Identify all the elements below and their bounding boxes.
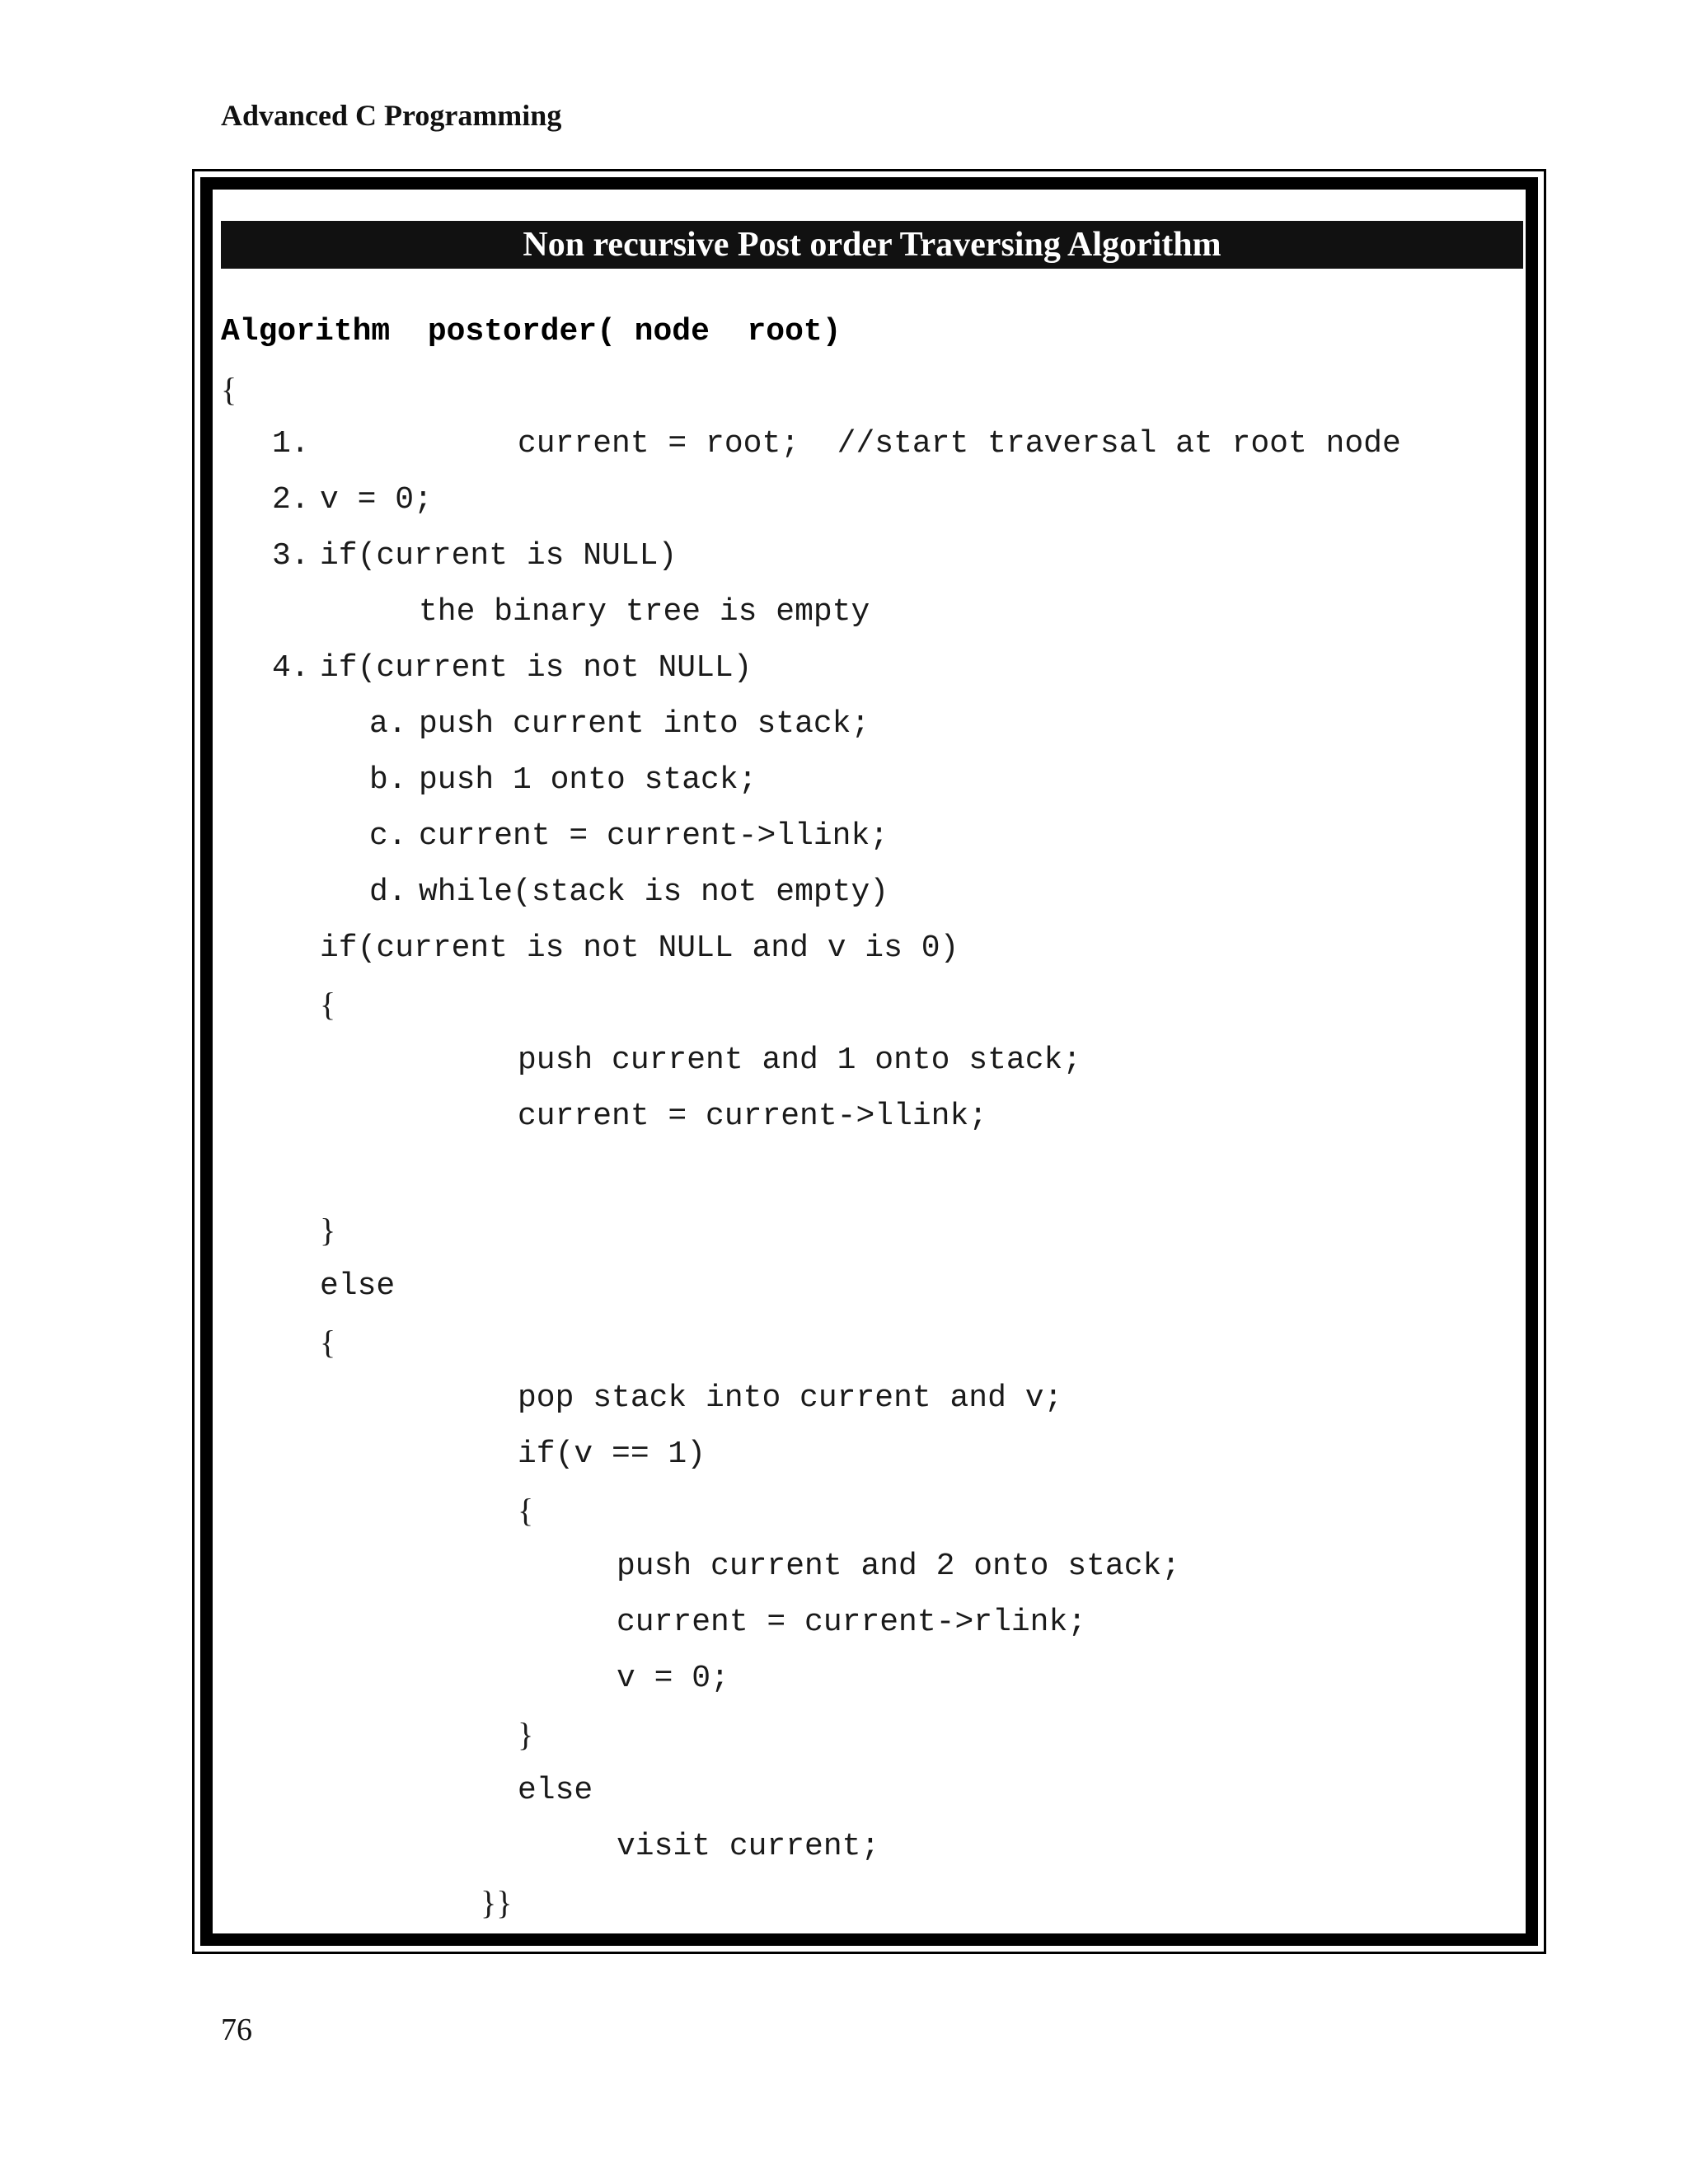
code-line: push current and 1 onto stack; xyxy=(518,1043,1082,1078)
code-line: v = 0; xyxy=(617,1661,729,1696)
code-brace: { xyxy=(320,1324,336,1361)
code-line: current = current->llink; xyxy=(518,1099,988,1134)
code-line: visit current; xyxy=(617,1829,880,1864)
algorithm-title: Non recursive Post order Traversing Algorithm xyxy=(221,221,1523,269)
substep-marker: a. xyxy=(369,706,407,742)
code-line: else xyxy=(518,1773,593,1808)
step-text: the binary tree is empty xyxy=(419,594,870,630)
code-line: current = current->rlink; xyxy=(617,1605,1087,1640)
substep-text: while(stack is not empty) xyxy=(419,874,889,910)
substep-text: current = current->llink; xyxy=(419,818,889,854)
code-brace: } xyxy=(320,1212,336,1249)
running-header: Advanced C Programming xyxy=(221,99,562,132)
closing-braces: }} xyxy=(481,1884,513,1921)
step-marker: 4. xyxy=(272,650,310,686)
step-text: current = root; //start traversal at root node xyxy=(518,426,1401,462)
step-text: if(current is not NULL) xyxy=(320,650,753,686)
substep-text: push 1 onto stack; xyxy=(419,762,757,798)
step-marker: 3. xyxy=(272,538,310,574)
code-line: else xyxy=(320,1268,396,1304)
code-brace: { xyxy=(320,986,336,1023)
code-line: pop stack into current and v; xyxy=(518,1380,1063,1416)
substep-text: push current into stack; xyxy=(419,706,870,742)
open-brace: { xyxy=(221,371,237,408)
code-brace: } xyxy=(518,1716,534,1753)
code-line: push current and 2 onto stack; xyxy=(617,1549,1181,1584)
step-text: if(current is NULL) xyxy=(320,538,678,574)
substep-marker: b. xyxy=(369,762,407,798)
code-line: if(v == 1) xyxy=(518,1436,706,1472)
step-marker: 2. xyxy=(272,482,310,518)
code-brace: { xyxy=(518,1492,534,1529)
step-marker: 1. xyxy=(272,426,310,462)
substep-marker: d. xyxy=(369,874,407,910)
page-number: 76 xyxy=(221,2013,252,2047)
substep-marker: c. xyxy=(369,818,407,854)
algorithm-signature: Algorithm postorder( node root) xyxy=(221,314,842,349)
code-line: if(current is not NULL and v is 0) xyxy=(320,930,959,966)
step-text: v = 0; xyxy=(320,482,433,518)
